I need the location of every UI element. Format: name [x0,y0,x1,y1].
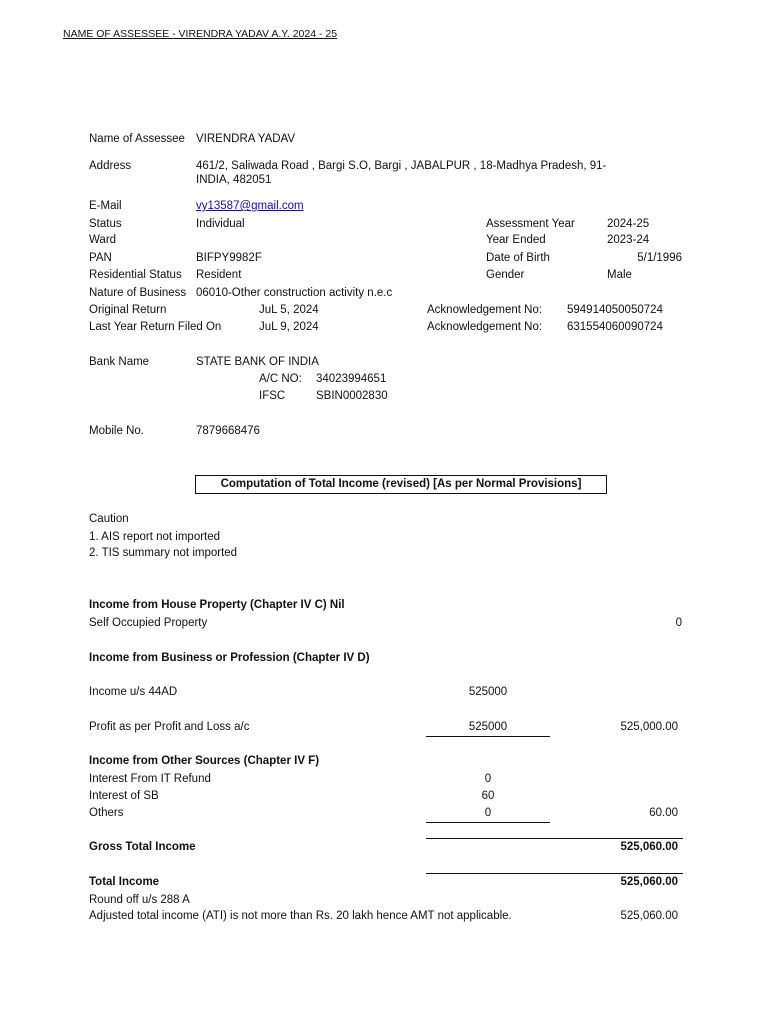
assessment-year-label: Assessment Year [486,218,575,230]
ifsc-value: SBIN0002830 [316,390,388,402]
dob-value: 5/1/1996 [637,252,682,264]
self-occupied-label: Self Occupied Property [89,617,208,629]
bank-name-label: Bank Name [89,356,150,368]
ack-1-label: Acknowledgement No: [427,304,543,316]
ack-1-value: 594914050050724 [567,304,663,316]
residential-value: Resident [196,269,242,281]
profit-loss-value: 525000 [468,721,508,733]
address-line-2: INDIA, 482051 [196,174,272,186]
assessee-name: VIRENDRA YADAV [196,133,296,145]
other-sources-subtotal-rule [426,822,550,823]
caution-item-1: 1. AIS report not imported [89,531,221,543]
u44ad-label: Income u/s 44AD [89,686,178,698]
original-return-value: JuL 5, 2024 [259,304,319,316]
round-off-label: Round off u/s 288 A [89,894,190,906]
nature-label: Nature of Business [89,287,187,299]
email-link[interactable]: vy13587@gmail.com [196,200,304,212]
last-year-label: Last Year Return Filed On [89,321,222,333]
it-refund-label: Interest From IT Refund [89,773,211,785]
business-heading: Income from Business or Profession (Chapter IV D) [89,652,370,664]
ati-value: 525,060.00 [620,910,678,922]
account-value: 34023994651 [316,373,387,385]
mobile-label: Mobile No. [89,425,144,437]
u44ad-value: 525000 [468,686,508,698]
address-label: Address [89,160,132,172]
ati-note: Adjusted total income (ATI) is not more than Rs. 20 lakh hence AMT not applicable. [89,910,512,922]
pan-label: PAN [89,252,112,264]
pan-value: BIFPY9982F [196,252,262,264]
caution-title: Caution [89,513,129,525]
document-header: NAME OF ASSESSEE - VIRENDRA YADAV A.Y. 2024 - 25 [63,28,338,40]
nature-value: 06010-Other construction activity n.e.c [196,287,393,299]
name-label: Name of Assessee [89,133,185,145]
ifsc-label: IFSC [259,390,286,402]
gender-label: Gender [486,269,525,281]
gross-total-label: Gross Total Income [89,841,196,853]
year-ended-value: 2023-24 [607,234,650,246]
mobile-value: 7879668476 [196,425,260,437]
residential-label: Residential Status [89,269,182,281]
computation-title: Computation of Total Income (revised) [As per Normal Provisions] [220,478,582,490]
interest-sb-label: Interest of SB [89,790,159,802]
ack-2-value: 631554060090724 [567,321,663,333]
bank-name-value: STATE BANK OF INDIA [196,356,319,368]
last-year-value: JuL 9, 2024 [259,321,319,333]
total-income-rule [426,873,683,874]
others-label: Others [89,807,124,819]
email-label: E-Mail [89,200,122,212]
business-subtotal-rule [426,736,550,737]
business-total: 525,000.00 [620,721,678,733]
status-value: Individual [196,218,245,230]
dob-label: Date of Birth [486,252,550,264]
others-value: 0 [484,807,492,819]
ward-label: Ward [89,234,117,246]
it-refund-value: 0 [484,773,492,785]
other-sources-heading: Income from Other Sources (Chapter IV F) [89,755,320,767]
assessment-year-value: 2024-25 [607,218,650,230]
account-label: A/C NO: [259,373,302,385]
year-ended-label: Year Ended [486,234,546,246]
caution-item-2: 2. TIS summary not imported [89,547,238,559]
computation-title-box [195,475,607,494]
original-return-label: Original Return [89,304,167,316]
house-property-heading: Income from House Property (Chapter IV C) Nil [89,599,345,611]
total-income-value: 525,060.00 [620,876,678,888]
other-sources-total: 60.00 [649,807,678,819]
status-label: Status [89,218,122,230]
address-line-1: 461/2, Saliwada Road , Bargi S.O, Bargi , JABALPUR , 18-Madhya Pradesh, 91- [196,160,607,172]
gross-total-rule [426,838,683,839]
ack-2-label: Acknowledgement No: [427,321,543,333]
interest-sb-value: 60 [481,790,495,802]
profit-loss-label: Profit as per Profit and Loss a/c [89,721,250,733]
gross-total-value: 525,060.00 [620,841,678,853]
total-income-label: Total Income [89,876,160,888]
gender-value: Male [607,269,632,281]
self-occupied-value: 0 [675,617,682,629]
